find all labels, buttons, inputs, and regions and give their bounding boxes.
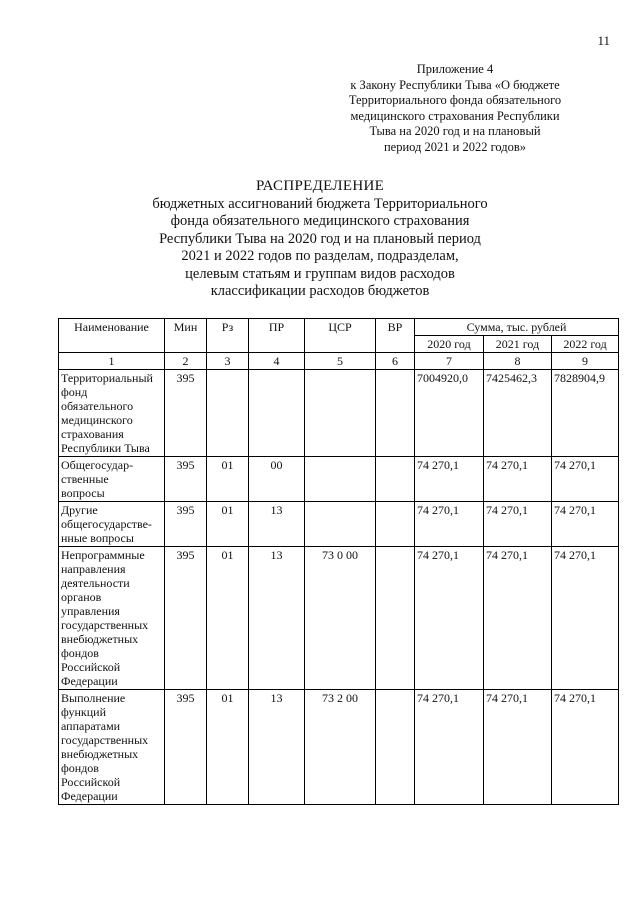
title-heading: РАСПРЕДЕЛЕНИЕ [255, 178, 385, 194]
cell-name-line: направления [61, 562, 126, 576]
cell-pr: 13 [249, 502, 305, 547]
title-line: бюджетных ассигнований бюджета Территориального [152, 195, 488, 212]
column-number: 1 [59, 353, 165, 370]
cell-name-line: государственных [61, 733, 149, 747]
header-year-2020: 2020 год [415, 336, 484, 353]
column-number: 8 [484, 353, 552, 370]
cell-rz: 01 [207, 457, 249, 502]
cell-name-line: функций [61, 705, 106, 719]
header-rz: Рз [207, 319, 249, 353]
cell-name-line: Республики Тыва [61, 441, 150, 455]
title-line: фонда обязательного медицинского страхования [170, 213, 470, 229]
cell-name [59, 547, 165, 690]
cell-2020: 7004920,0 [415, 370, 484, 457]
cell-pr: 13 [249, 547, 305, 690]
cell-name-line: Российской [61, 660, 121, 674]
annex-line: к Закону Республики Тыва «О бюджете [350, 77, 560, 92]
header-name: Наименование [59, 319, 165, 353]
cell-2020: 74 270,1 [415, 457, 484, 502]
annex-line: Тыва на 2020 год и на плановый [369, 124, 541, 138]
annex-line: Территориального фонда обязательного [348, 93, 562, 107]
cell-2021: 74 270,1 [484, 547, 552, 690]
title-line: целевым статьям и группам видов расходов [185, 265, 455, 282]
cell-name-line: Российской [61, 775, 121, 789]
annex-line: Приложение 4 [416, 62, 494, 76]
cell-rz: 01 [207, 547, 249, 690]
cell-csr: 73 2 00 [305, 690, 376, 805]
table-body [59, 370, 619, 805]
cell-pr: 00 [249, 457, 305, 502]
cell-name-line: органов [61, 590, 102, 604]
column-number: 9 [552, 353, 619, 370]
cell-2021: 7425462,3 [484, 370, 552, 457]
cell-2022: 74 270,1 [552, 690, 619, 805]
cell-2020: 74 270,1 [415, 547, 484, 690]
header-min: Мин [165, 319, 207, 353]
annex-line: период 2021 и 2022 годов» [383, 139, 527, 154]
cell-name-line: Федерации [61, 789, 118, 803]
column-number-row [59, 353, 619, 370]
table-row [59, 502, 619, 547]
cell-name-line: фондов [61, 761, 99, 775]
cell-name-line: Другие [61, 503, 98, 517]
cell-2020: 74 270,1 [415, 690, 484, 805]
page-number: 11 [597, 33, 610, 48]
cell-name [59, 370, 165, 457]
table-row [59, 457, 619, 502]
column-number: 2 [165, 353, 207, 370]
cell-min: 395 [165, 690, 207, 805]
cell-min: 395 [165, 370, 207, 457]
cell-vr [376, 502, 415, 547]
column-number: 5 [305, 353, 376, 370]
header-year-2021: 2021 год [484, 336, 552, 353]
table-row [59, 547, 619, 690]
cell-2021: 74 270,1 [484, 690, 552, 805]
cell-rz: 01 [207, 690, 249, 805]
cell-vr [376, 370, 415, 457]
budget-table [58, 318, 619, 805]
cell-name [59, 502, 165, 547]
cell-csr [305, 457, 376, 502]
column-number: 7 [415, 353, 484, 370]
cell-name-line: Территориальный [61, 371, 153, 385]
cell-name-line: Непрограммные [61, 548, 145, 562]
cell-name-line: фондов [61, 646, 99, 660]
cell-min: 395 [165, 502, 207, 547]
cell-name-line: нные вопросы [61, 531, 134, 545]
title-line: классификации расходов бюджетов [210, 283, 430, 299]
cell-pr: 13 [249, 690, 305, 805]
cell-name-line: вопросы [61, 486, 105, 500]
title-line: Республики Тыва на 2020 год и на плановый период [159, 230, 481, 247]
annex-header [330, 62, 580, 155]
cell-name-line: внебюджетных [61, 747, 139, 761]
cell-name-line: фонд [61, 385, 88, 399]
cell-name [59, 690, 165, 805]
cell-name-line: Выполнение [61, 691, 126, 705]
cell-name [59, 457, 165, 502]
cell-rz: 01 [207, 502, 249, 547]
cell-name-line: Общегосудар- [61, 458, 134, 472]
column-number: 6 [376, 353, 415, 370]
cell-vr [376, 457, 415, 502]
cell-csr [305, 370, 376, 457]
cell-vr [376, 690, 415, 805]
cell-2021: 74 270,1 [484, 502, 552, 547]
cell-2022: 74 270,1 [552, 457, 619, 502]
cell-2021: 74 270,1 [484, 457, 552, 502]
table-row [59, 690, 619, 805]
cell-rz [207, 370, 249, 457]
header-pr: ПР [249, 319, 305, 353]
header-row [59, 319, 619, 336]
header-csr: ЦСР [305, 319, 376, 353]
header-sum: Сумма, тыс. рублей [415, 319, 619, 336]
cell-2022: 7828904,9 [552, 370, 619, 457]
annex-line: медицинского страхования Республики [350, 108, 560, 123]
cell-csr [305, 502, 376, 547]
cell-name-line: управления [61, 604, 120, 618]
cell-2022: 74 270,1 [552, 547, 619, 690]
cell-min: 395 [165, 547, 207, 690]
cell-name-line: Федерации [61, 674, 118, 688]
cell-name-line: аппаратами [61, 719, 121, 733]
cell-vr [376, 547, 415, 690]
cell-csr: 73 0 00 [305, 547, 376, 690]
cell-pr [249, 370, 305, 457]
cell-name-line: государственных [61, 618, 149, 632]
cell-2020: 74 270,1 [415, 502, 484, 547]
header-year-2022: 2022 год [552, 336, 619, 353]
cell-name-line: общегосударстве- [61, 517, 152, 531]
cell-name-line: внебюджетных [61, 632, 139, 646]
table-row [59, 370, 619, 457]
document-title [100, 178, 540, 301]
cell-2022: 74 270,1 [552, 502, 619, 547]
column-number: 3 [207, 353, 249, 370]
cell-name-line: обязательного [61, 399, 134, 413]
cell-name-line: медицинского [61, 413, 133, 427]
column-number: 4 [249, 353, 305, 370]
cell-min: 395 [165, 457, 207, 502]
cell-name-line: ственные [61, 472, 109, 486]
cell-name-line: страхования [61, 427, 124, 441]
header-vr: ВР [376, 319, 415, 353]
cell-name-line: деятельности [61, 576, 130, 590]
title-line: 2021 и 2022 годов по разделам, подразделам, [181, 248, 459, 264]
